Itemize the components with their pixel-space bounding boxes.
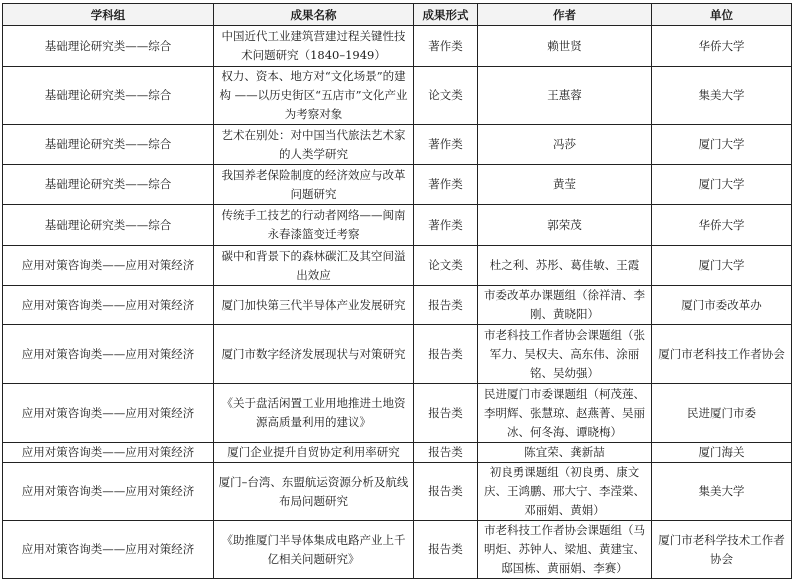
cell-authors: 郭荣茂	[478, 205, 652, 246]
cell-unit: 厦门大学	[652, 125, 792, 165]
cell-title: 碳中和背景下的森林碳汇及其空间溢出效应	[214, 246, 414, 286]
cell-form: 报告类	[414, 443, 478, 463]
cell-unit: 华侨大学	[652, 205, 792, 246]
header-form: 成果形式	[414, 4, 478, 26]
results-table	[2, 3, 792, 579]
header-title: 成果名称	[214, 4, 414, 26]
cell-authors: 杜之利、苏彤、葛佳敏、王霞	[478, 246, 652, 286]
cell-form: 报告类	[414, 463, 478, 521]
cell-title: 我国养老保险制度的经济效应与改革问题研究	[214, 165, 414, 205]
cell-form: 论文类	[414, 67, 478, 125]
table-row	[3, 443, 792, 463]
table-header	[3, 4, 792, 26]
cell-group: 基础理论研究类——综合	[3, 205, 214, 246]
header-group: 学科组	[3, 4, 214, 26]
cell-authors: 民进厦门市委课题组（柯茂莲、李明辉、张慧琼、赵燕菁、吴丽冰、何冬海、谭晓梅）	[478, 384, 652, 443]
cell-group: 基础理论研究类——综合	[3, 125, 214, 165]
header-row	[3, 4, 792, 26]
cell-title: 权力、资本、地方对“文化场景”的建构 ——以历史街区“五店市”文化产业为考察对象	[214, 67, 414, 125]
cell-unit: 厦门大学	[652, 246, 792, 286]
cell-form: 著作类	[414, 165, 478, 205]
header-authors: 作者	[478, 4, 652, 26]
cell-authors: 陈宜荣、龚新喆	[478, 443, 652, 463]
table-row	[3, 246, 792, 286]
cell-group: 应用对策咨询类——应用对策经济	[3, 286, 214, 325]
cell-unit: 厦门市老科学技术工作者协会	[652, 521, 792, 579]
cell-unit: 民进厦门市委	[652, 384, 792, 443]
cell-unit: 集美大学	[652, 67, 792, 125]
cell-form: 报告类	[414, 521, 478, 579]
table-row	[3, 165, 792, 205]
cell-authors: 王惠蓉	[478, 67, 652, 125]
cell-group: 基础理论研究类——综合	[3, 26, 214, 67]
cell-form: 报告类	[414, 384, 478, 443]
cell-authors: 初良勇课题组（初良勇、康文庆、王鸿鹏、邢大宁、李滢棠、邓丽娟、黄娟）	[478, 463, 652, 521]
cell-title: 《关于盘活闲置工业用地推进土地资源高质量利用的建议》	[214, 384, 414, 443]
table-row	[3, 325, 792, 384]
table-row	[3, 384, 792, 443]
cell-unit: 厦门市委改革办	[652, 286, 792, 325]
table-row	[3, 26, 792, 67]
cell-authors: 赖世贤	[478, 26, 652, 67]
cell-title: 艺术在别处：对中国当代旅法艺术家的人类学研究	[214, 125, 414, 165]
cell-form: 著作类	[414, 205, 478, 246]
cell-group: 应用对策咨询类——应用对策经济	[3, 246, 214, 286]
cell-group: 应用对策咨询类——应用对策经济	[3, 463, 214, 521]
header-unit: 单位	[652, 4, 792, 26]
table-body	[3, 26, 792, 579]
cell-group: 应用对策咨询类——应用对策经济	[3, 443, 214, 463]
cell-unit: 厦门大学	[652, 165, 792, 205]
cell-group: 应用对策咨询类——应用对策经济	[3, 384, 214, 443]
cell-form: 著作类	[414, 125, 478, 165]
cell-form: 论文类	[414, 246, 478, 286]
table-row	[3, 205, 792, 246]
cell-group: 基础理论研究类——综合	[3, 67, 214, 125]
cell-title: 传统手工技艺的行动者网络——闽南永春漆篮变迁考察	[214, 205, 414, 246]
cell-form: 著作类	[414, 26, 478, 67]
cell-unit: 厦门市老科技工作者协会	[652, 325, 792, 384]
cell-title: 厦门加快第三代半导体产业发展研究	[214, 286, 414, 325]
cell-form: 报告类	[414, 325, 478, 384]
cell-authors: 冯莎	[478, 125, 652, 165]
cell-authors: 黄莹	[478, 165, 652, 205]
cell-authors: 市委改革办课题组（徐祥清、李刚、黄晓阳）	[478, 286, 652, 325]
table-row	[3, 286, 792, 325]
cell-group: 基础理论研究类——综合	[3, 165, 214, 205]
table-row	[3, 463, 792, 521]
table-row	[3, 67, 792, 125]
cell-group: 应用对策咨询类——应用对策经济	[3, 325, 214, 384]
cell-authors: 市老科技工作者协会课题组（张军力、吴权夫、高东伟、涂丽铭、吴幼强）	[478, 325, 652, 384]
cell-title: 《助推厦门半导体集成电路产业上千亿相关问题研究》	[214, 521, 414, 579]
cell-unit: 华侨大学	[652, 26, 792, 67]
cell-title: 厦门–台湾、东盟航运资源分析及航线布局问题研究	[214, 463, 414, 521]
cell-unit: 厦门海关	[652, 443, 792, 463]
cell-form: 报告类	[414, 286, 478, 325]
cell-authors: 市老科技工作者协会课题组（马明炬、苏钟人、梁旭、黄建宝、邸国栋、黄丽娟、李赛）	[478, 521, 652, 579]
cell-group: 应用对策咨询类——应用对策经济	[3, 521, 214, 579]
cell-title: 中国近代工业建筑营建过程关键性技术问题研究（1840–1949）	[214, 26, 414, 67]
table-row	[3, 521, 792, 579]
cell-title: 厦门企业提升自贸协定利用率研究	[214, 443, 414, 463]
table-row	[3, 125, 792, 165]
cell-title: 厦门市数字经济发展现状与对策研究	[214, 325, 414, 384]
cell-unit: 集美大学	[652, 463, 792, 521]
